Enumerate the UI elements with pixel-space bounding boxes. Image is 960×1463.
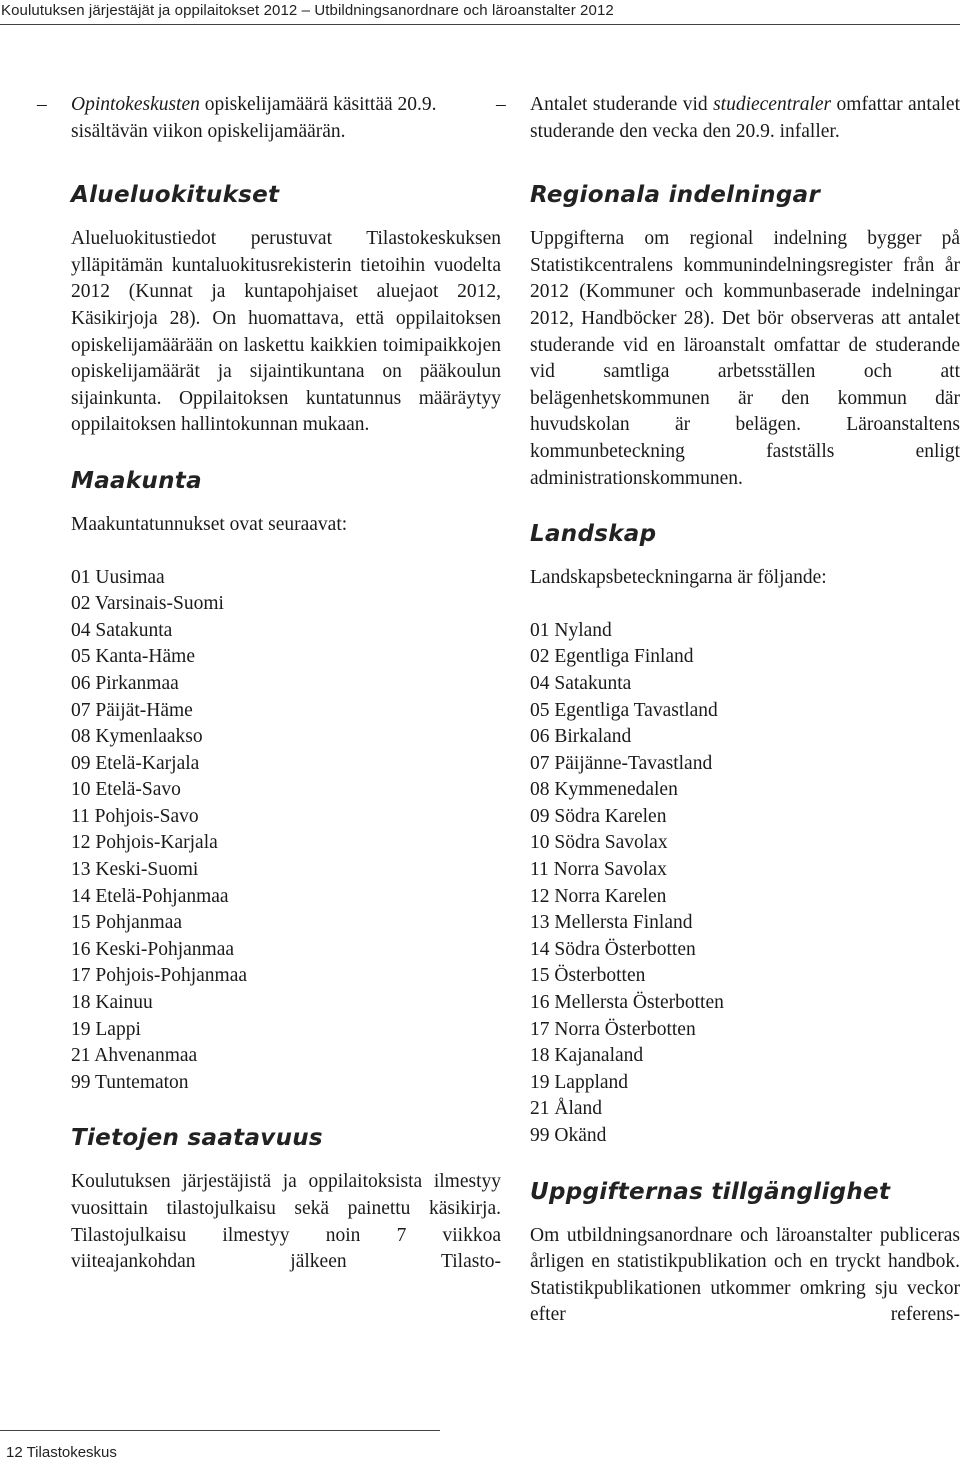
maakunta-list-item: 12 Pohjois-Karjala — [71, 832, 218, 854]
landskap-list-item: 09 Södra Karelen — [530, 805, 667, 827]
maakunta-list-item: 19 Lappi — [71, 1018, 141, 1040]
page-footer — [0, 1430, 960, 1463]
maakunta-list-item: 04 Satakunta — [71, 619, 173, 641]
body-tietojen-saatavuus: Koulutuksen järjestäjistä ja oppilaitoksista ilmestyy vuosittain tilastojulkaisu sekä painettu käsikirja. Tilastojulkaisu ilmestyy noin 7 viikkoa viiteajankohdan jälkeen Tilasto- — [71, 1171, 501, 1273]
landskap-list — [530, 618, 960, 1150]
landskap-list-item: 16 Mellersta Österbotten — [530, 992, 724, 1014]
maakunta-list-item: 15 Pohjanmaa — [71, 912, 183, 934]
maakunta-list-item: 21 Ahvenanmaa — [71, 1045, 198, 1067]
maakunta-list-item: 05 Kanta-Häme — [71, 646, 195, 668]
footer-rule — [0, 1430, 440, 1431]
heading-maakunta: Maakunta — [71, 467, 202, 494]
heading-alueluokitukset: Alueluokitukset — [71, 182, 280, 209]
landskap-intro: Landskapsbeteckningarna är följande: — [530, 567, 827, 589]
right-intro-paragraph — [496, 92, 960, 145]
running-header — [0, 0, 960, 24]
intro-text: opiskelijamäärä käsittää 20.9. sisältävän viikon opiskelijamäärän. — [71, 94, 437, 142]
maakunta-list-item: 11 Pohjois-Savo — [71, 805, 199, 827]
maakunta-list-item: 02 Varsinais-Suomi — [71, 593, 224, 615]
maakunta-list-item: 16 Keski-Pohjanmaa — [71, 938, 235, 960]
landskap-list-item: 08 Kymmenedalen — [530, 779, 678, 801]
landskap-list-item: 05 Egentliga Tavastland — [530, 699, 718, 721]
landskap-list-item: 11 Norra Savolax — [530, 859, 667, 881]
intro-text-end: omfattar antalet studerande den vecka den 20.9. infaller. — [530, 94, 960, 142]
body-uppgifternas-tillganglighet: Om utbildningsanordnare och läroanstalter publiceras årligen en statistikpublikation och en tryckt handbok. Statistikpublikationen utkommer omkring sju veckor efter referens- — [530, 1224, 960, 1326]
maakunta-list-item: 14 Etelä-Pohjanmaa — [71, 885, 229, 907]
landskap-list-item: 19 Lappland — [530, 1071, 629, 1093]
maakunta-list-item: 06 Pirkanmaa — [71, 672, 179, 694]
heading-landskap: Landskap — [530, 521, 657, 548]
landskap-list-item: 02 Egentliga Finland — [530, 646, 694, 668]
landskap-list-item: 99 Okänd — [530, 1125, 607, 1146]
landskap-list-item: 13 Mellersta Finland — [530, 912, 693, 934]
landskap-list-item: 10 Södra Savolax — [530, 832, 668, 854]
maakunta-list-item: 07 Päijät-Häme — [71, 699, 193, 721]
left-intro-paragraph — [37, 92, 501, 145]
landskap-list-item: 14 Södra Österbotten — [530, 938, 696, 960]
intro-italic-term: Opintokeskusten — [71, 94, 200, 115]
heading-regionala-indelningar: Regionala indelningar — [530, 182, 821, 209]
landskap-list-item: 17 Norra Österbotten — [530, 1018, 696, 1040]
maakunta-list-item: 01 Uusimaa — [71, 566, 165, 588]
body-regionala-indelningar: Uppgifterna om regional indelning bygger på Statistikcentralens kommunindelningsregister från år 2012 (Kommuner och kommunbaserade indelningar 2012, Handböcker 28). Det bör observeras att antalet studerande vid en läroanstalt omfattar de studerande vid samtliga arbetsställen och att belägenhetskommunen är den kommun där huvudskolan är belägen. Läroanstaltens kommunbeteckning fastställs enligt administrationskommunen. — [530, 228, 960, 489]
header-rule — [0, 24, 960, 25]
landskap-list-item: 04 Satakunta — [530, 672, 632, 694]
landskap-list-item: 12 Norra Karelen — [530, 885, 667, 907]
landskap-list-item: 21 Åland — [530, 1098, 603, 1120]
landskap-list-item: 06 Birkaland — [530, 726, 632, 748]
right-column — [496, 92, 960, 1329]
landskap-list-item: 18 Kajanaland — [530, 1045, 644, 1067]
maakunta-list — [71, 565, 501, 1097]
maakunta-list-item: 08 Kymenlaakso — [71, 726, 203, 748]
maakunta-list-item: 09 Etelä-Karjala — [71, 752, 200, 774]
heading-uppgifternas-tillganglighet: Uppgifternas tillgänglighet — [530, 1178, 891, 1205]
intro-text-start: Antalet studerande vid — [530, 94, 714, 115]
running-header-title: Koulutuksen järjestäjät ja oppilaitokset 2012 – Utbildningsanordnare och läroanstalter 2012 — [1, 2, 614, 19]
left-column — [37, 92, 501, 1276]
maakunta-list-item: 10 Etelä-Savo — [71, 779, 181, 801]
body-alueluokitukset: Alueluokitustiedot perustuvat Tilastokeskuksen ylläpitämän kuntaluokitusrekisterin tietoihin vuodelta 2012 (Kunnat ja kuntapohjaiset aluejaot 2012, Käsikirjoja 28). On huomattava, että oppilaitoksen opiskelijamäärään on laskettu kaikkien toimipaikkojen opiskelijamäärät ja sijaintikuntana on pääkoulun sijainkunta. Oppilaitoksen kuntatunnus määräytyy oppilaitoksen hallintokunnan mukaan. — [71, 228, 501, 436]
maakunta-list-item: 18 Kainuu — [71, 992, 153, 1014]
list-dash: – — [496, 94, 506, 115]
maakunta-list-item: 13 Keski-Suomi — [71, 859, 199, 881]
landskap-list-item: 01 Nyland — [530, 619, 612, 641]
intro-italic-term: studiecentraler — [713, 94, 832, 115]
landskap-list-item: 07 Päijänne-Tavastland — [530, 752, 713, 774]
list-dash: – — [37, 94, 47, 115]
heading-tietojen-saatavuus: Tietojen saatavuus — [71, 1125, 323, 1152]
maakunta-list-item: 17 Pohjois-Pohjanmaa — [71, 965, 248, 987]
landskap-list-item: 15 Österbotten — [530, 965, 646, 987]
maakunta-list-item: 99 Tuntematon — [71, 1071, 189, 1093]
page-number: 12 Tilastokeskus — [6, 1444, 117, 1461]
maakunta-intro: Maakuntatunnukset ovat seuraavat: — [71, 513, 348, 535]
